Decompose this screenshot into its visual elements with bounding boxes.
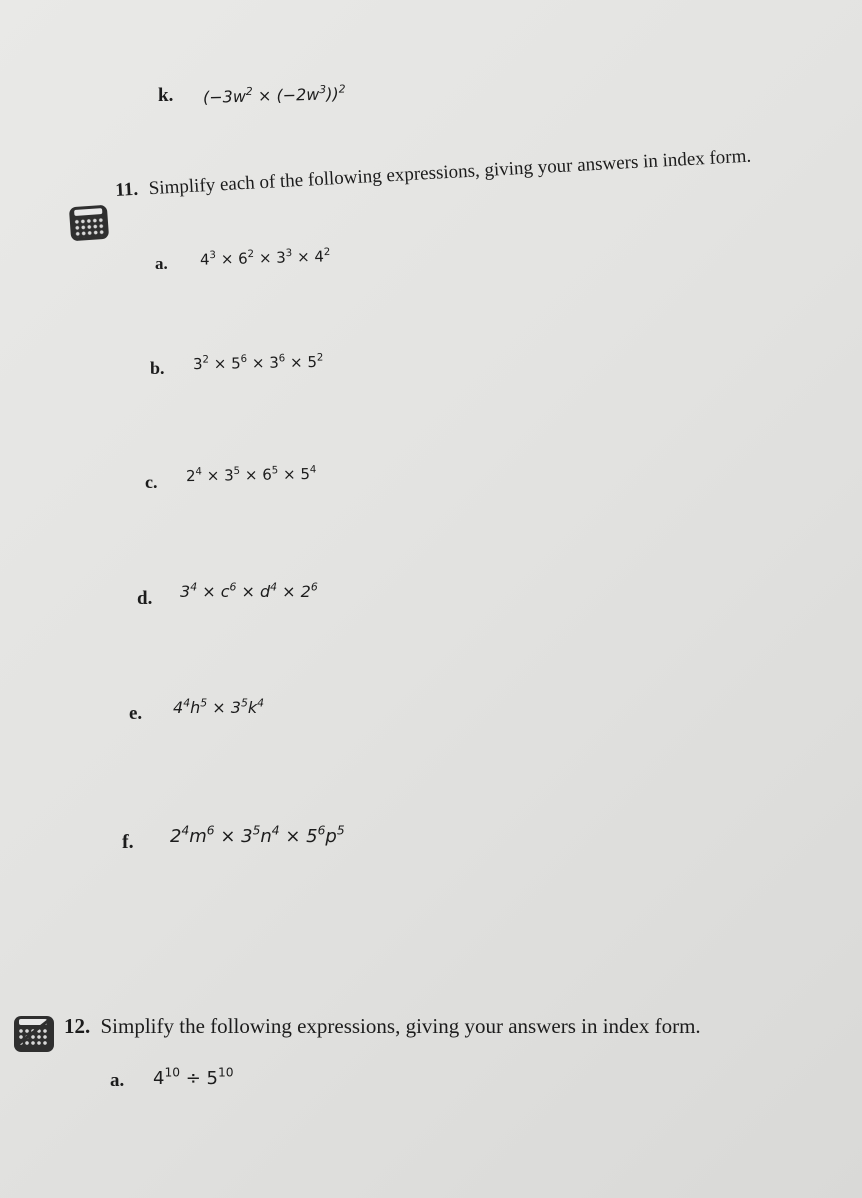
expression: $(-3w^2 \times (-2w^3))^2$	[202, 82, 346, 107]
part-label: k.	[158, 85, 174, 106]
expression: $3^4 \times c^6 \times d^4 \times 2^6$	[180, 580, 318, 601]
calculator-allowed-icon	[69, 205, 109, 242]
question-number: 12.	[64, 1014, 91, 1038]
expression: $4^3 \times 6^2 \times 3^3 \times 4^2$	[199, 246, 331, 269]
expression: $2^4m^6 \times 3^5n^4 \times 5^6p^5$	[170, 823, 345, 847]
calculator-not-allowed-icon	[14, 1016, 54, 1052]
part-label: f.	[122, 831, 134, 853]
part-label: d.	[137, 588, 153, 609]
part-label: a.	[110, 1070, 125, 1091]
question-instruction: Simplify each of the following expressions, giving your answers in index form.	[148, 145, 752, 200]
part-label: a.	[155, 254, 168, 273]
part-label: c.	[145, 472, 158, 492]
expression: $4^4h^5 \times 3^5k^4$	[173, 696, 265, 717]
question-instruction: Simplify the following expressions, giving your answers in index form.	[100, 1014, 701, 1038]
question-number: 11.	[114, 178, 139, 202]
part-label: b.	[150, 358, 165, 378]
part-label: e.	[129, 703, 143, 724]
expression: $3^2 \times 5^6 \times 3^6 \times 5^2$	[192, 352, 324, 374]
question-11	[115, 146, 752, 202]
expression: $4^{10} \div 5^{10}$	[153, 1065, 234, 1089]
question-12	[64, 1014, 701, 1039]
expression: $2^4 \times 3^5 \times 6^5 \times 5^4$	[185, 464, 317, 486]
